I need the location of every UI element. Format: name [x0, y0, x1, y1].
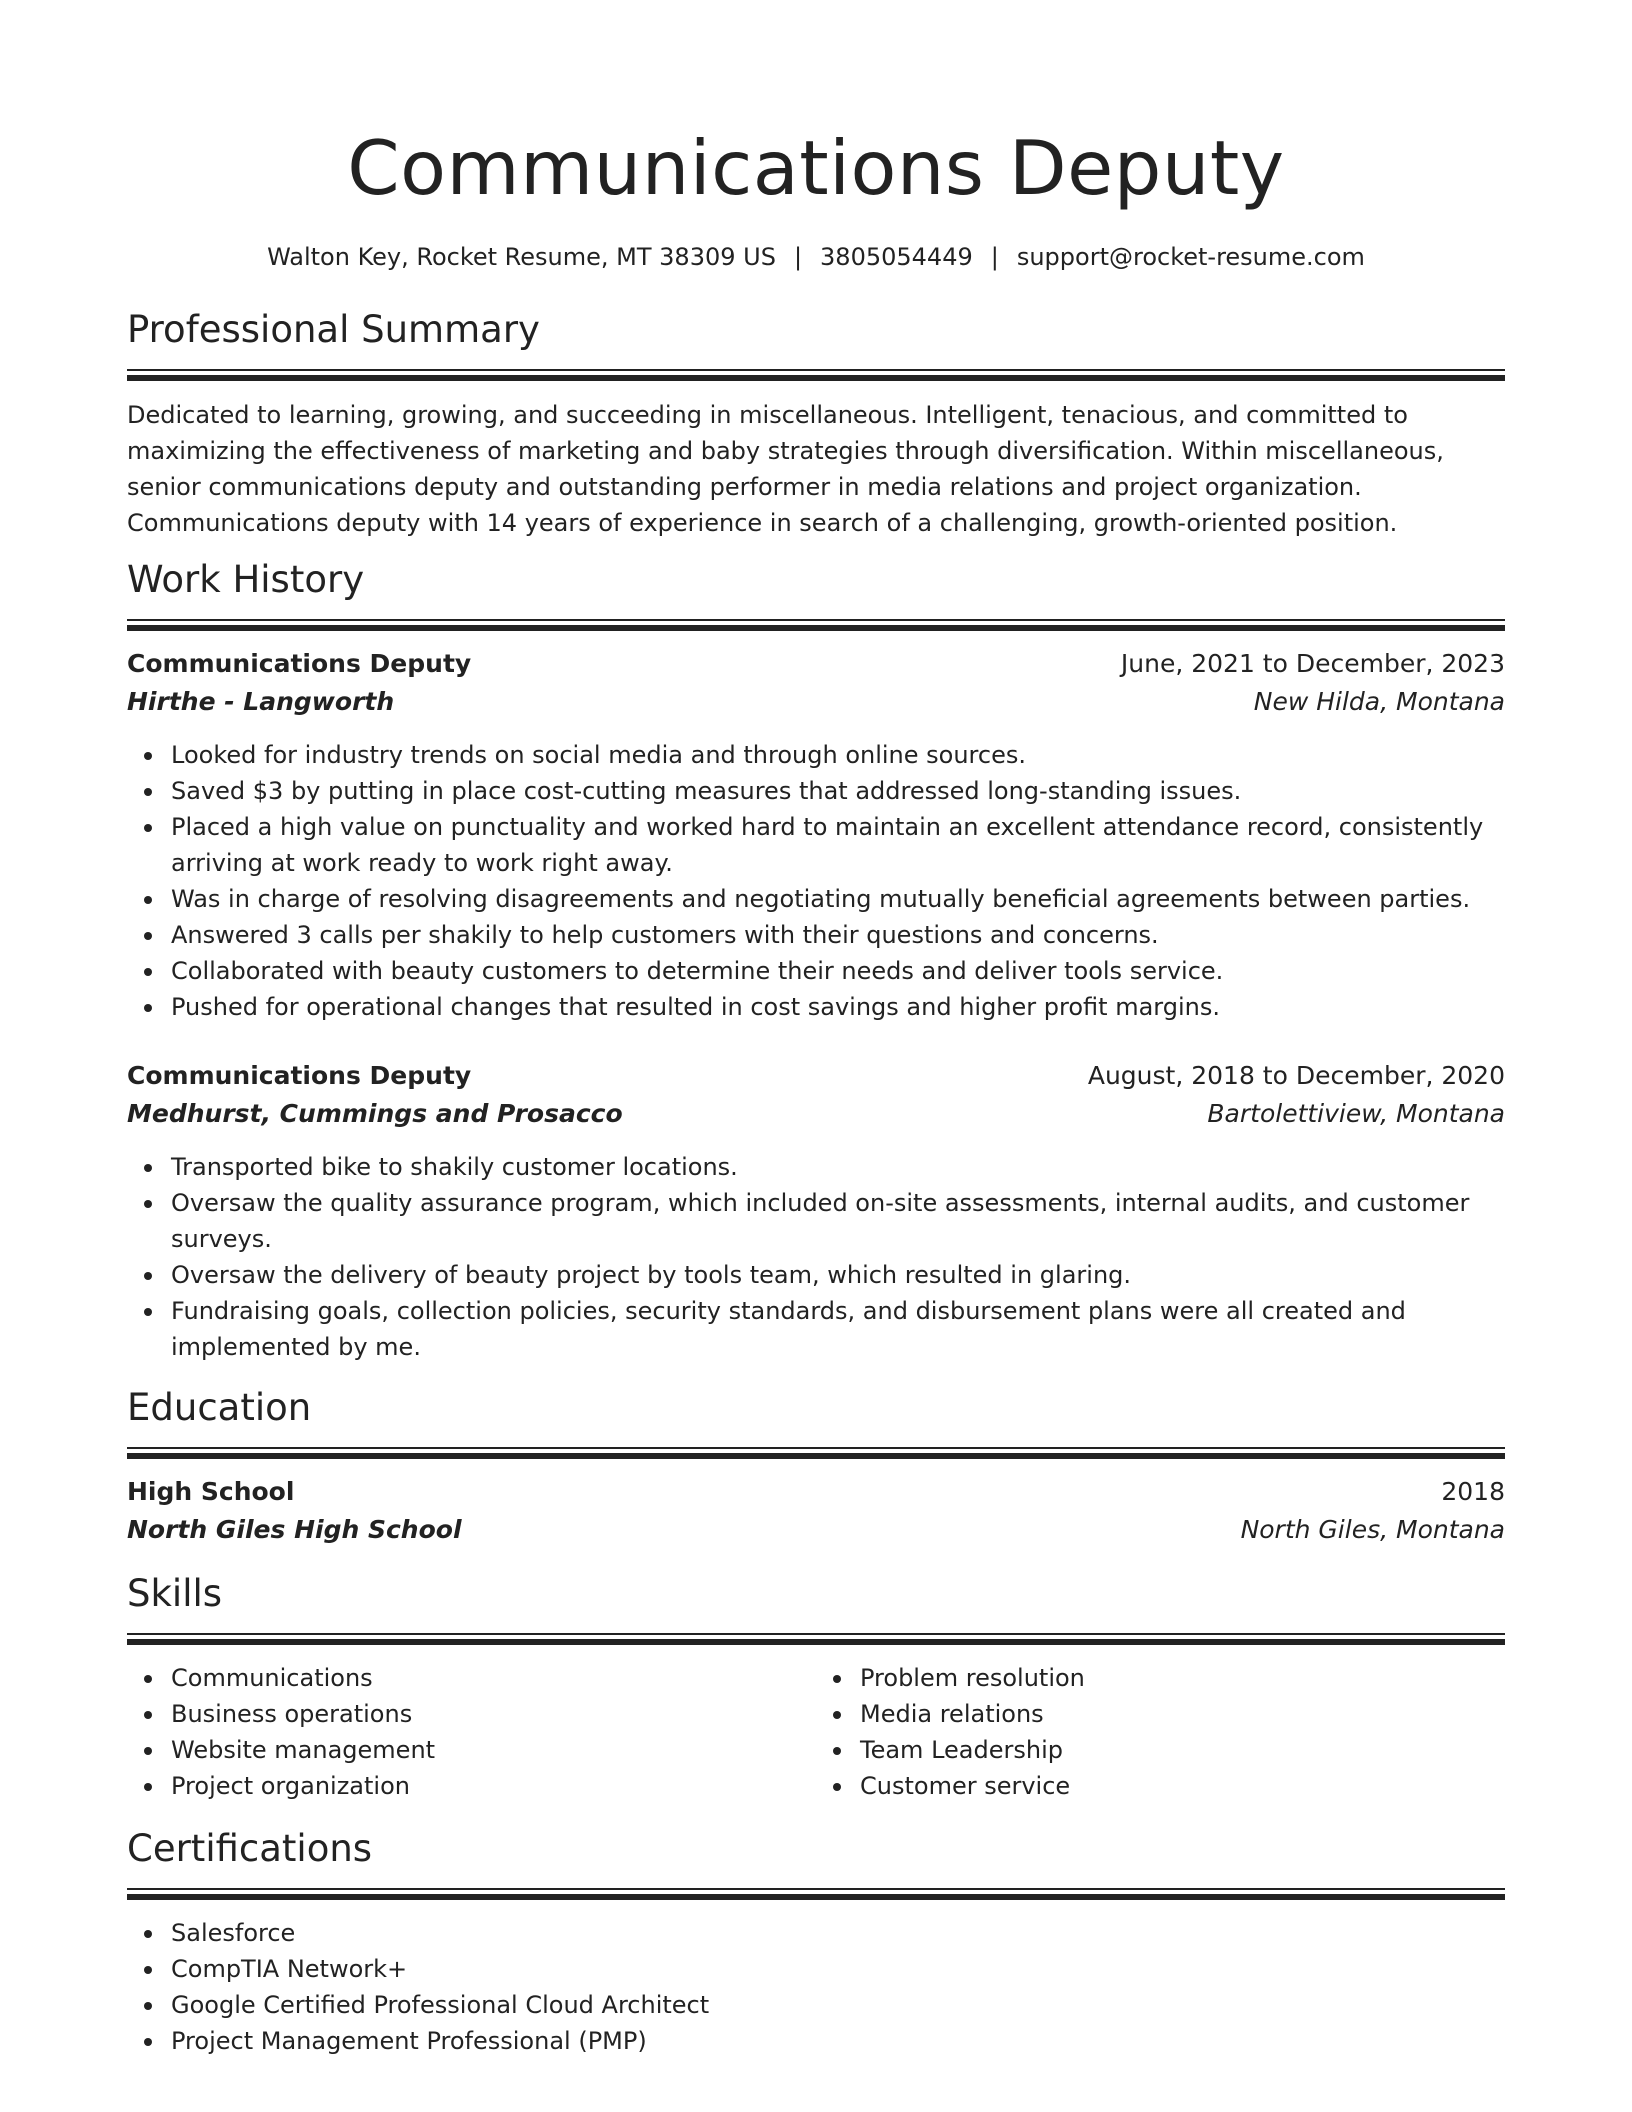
- contact-separator: |: [793, 243, 803, 271]
- contact-separator: |: [990, 243, 999, 271]
- list-item: Looked for industry trends on social media and through online sources.: [127, 737, 1505, 773]
- job-location: Bartolettiview, Montana: [1207, 1099, 1505, 1128]
- skills-column-right: [816, 1660, 1505, 1804]
- section-divider: [127, 1633, 1505, 1644]
- summary-section: [127, 307, 1505, 541]
- section-heading-skills: Skills: [127, 1572, 223, 1615]
- list-item: Google Certified Professional Cloud Architect: [127, 1987, 1505, 2023]
- skills-section: [127, 1571, 1505, 1804]
- list-item: Problem resolution: [816, 1660, 1505, 1696]
- contact-phone: 3805054449: [820, 243, 973, 271]
- list-item: Collaborated with beauty customers to determine their needs and deliver tools service.: [127, 953, 1505, 989]
- list-item: Team Leadership: [816, 1732, 1505, 1768]
- list-item: Transported bike to shakily customer locations.: [127, 1149, 1505, 1185]
- job-title: Communications Deputy: [127, 1061, 472, 1090]
- resume-title: Communications Deputy: [347, 124, 1285, 212]
- list-item: Customer service: [816, 1768, 1505, 1804]
- job-dates: August, 2018 to December, 2020: [1087, 1061, 1505, 1090]
- education-entry: [127, 1473, 1505, 1549]
- section-heading-summary: Professional Summary: [127, 308, 540, 351]
- work-section: [127, 557, 1505, 1365]
- job-dates: June, 2021 to December, 2023: [1120, 649, 1505, 678]
- section-divider: [127, 1447, 1505, 1458]
- job-entry: [127, 645, 1505, 1025]
- education-section: [127, 1385, 1505, 1549]
- education-location: North Giles, Montana: [1240, 1515, 1505, 1544]
- list-item: Placed a high value on punctuality and worked hard to maintain an excellent attendance record, consistently arriving at work ready to work right away.: [127, 809, 1505, 881]
- list-item: Business operations: [127, 1696, 816, 1732]
- job-bullets: [127, 1149, 1505, 1365]
- education-degree: High School: [127, 1477, 295, 1506]
- section-divider: [127, 1888, 1505, 1899]
- list-item: Oversaw the delivery of beauty project by tools team, which resulted in glaring.: [127, 1257, 1505, 1293]
- list-item: Fundraising goals, collection policies, security standards, and disbursement plans were all created and implemented by me.: [127, 1293, 1505, 1365]
- certifications-section: [127, 1826, 1505, 2059]
- list-item: Saved $3 by putting in place cost-cutting measures that addressed long-standing issues.: [127, 773, 1505, 809]
- list-item: Answered 3 calls per shakily to help customers with their questions and concerns.: [127, 917, 1505, 953]
- job-company: Hirthe - Langworth: [127, 687, 395, 716]
- list-item: Project Management Professional (PMP): [127, 2023, 1505, 2059]
- contact-address: Walton Key, Rocket Resume, MT 38309 US: [267, 243, 776, 271]
- list-item: Was in charge of resolving disagreements and negotiating mutually beneficial agreements between parties.: [127, 881, 1505, 917]
- list-item: Project organization: [127, 1768, 816, 1804]
- job-entry: [127, 1057, 1505, 1365]
- section-divider: [127, 619, 1505, 630]
- skills-grid: [127, 1660, 1505, 1804]
- skills-column-left: [127, 1660, 816, 1804]
- job-company: Medhurst, Cummings and Prosacco: [127, 1099, 623, 1128]
- contact-email: support@rocket-resume.com: [1016, 243, 1365, 271]
- section-heading-certifications: Certifications: [127, 1827, 373, 1870]
- job-title: Communications Deputy: [127, 649, 472, 678]
- list-item: Oversaw the quality assurance program, which included on-site assessments, internal audits, and customer surveys.: [127, 1185, 1505, 1257]
- section-heading-work: Work History: [127, 558, 365, 601]
- job-bullets: [127, 737, 1505, 1025]
- certifications-list: [127, 1915, 1505, 2059]
- list-item: Salesforce: [127, 1915, 1505, 1951]
- list-item: Pushed for operational changes that resulted in cost savings and higher profit margins.: [127, 989, 1505, 1025]
- list-item: Communications: [127, 1660, 816, 1696]
- job-location: New Hilda, Montana: [1253, 687, 1505, 716]
- section-divider: [127, 369, 1505, 380]
- contact-line: [127, 241, 1505, 273]
- section-heading-education: Education: [127, 1386, 312, 1429]
- summary-text: Dedicated to learning, growing, and succeeding in miscellaneous. Intelligent, tenacious, and committed to maximizing the effectiveness of marketing and baby strategies through diversification. Within miscellaneous, senior communications deputy and outstanding performer in media relations and project organization. Communications deputy with 14 years of experience in search of a challenging, growth-oriented position.: [127, 401, 1444, 537]
- education-year: 2018: [1441, 1477, 1505, 1506]
- list-item: CompTIA Network+: [127, 1951, 1505, 1987]
- list-item: Media relations: [816, 1696, 1505, 1732]
- education-school: North Giles High School: [127, 1515, 462, 1544]
- list-item: Website management: [127, 1732, 816, 1768]
